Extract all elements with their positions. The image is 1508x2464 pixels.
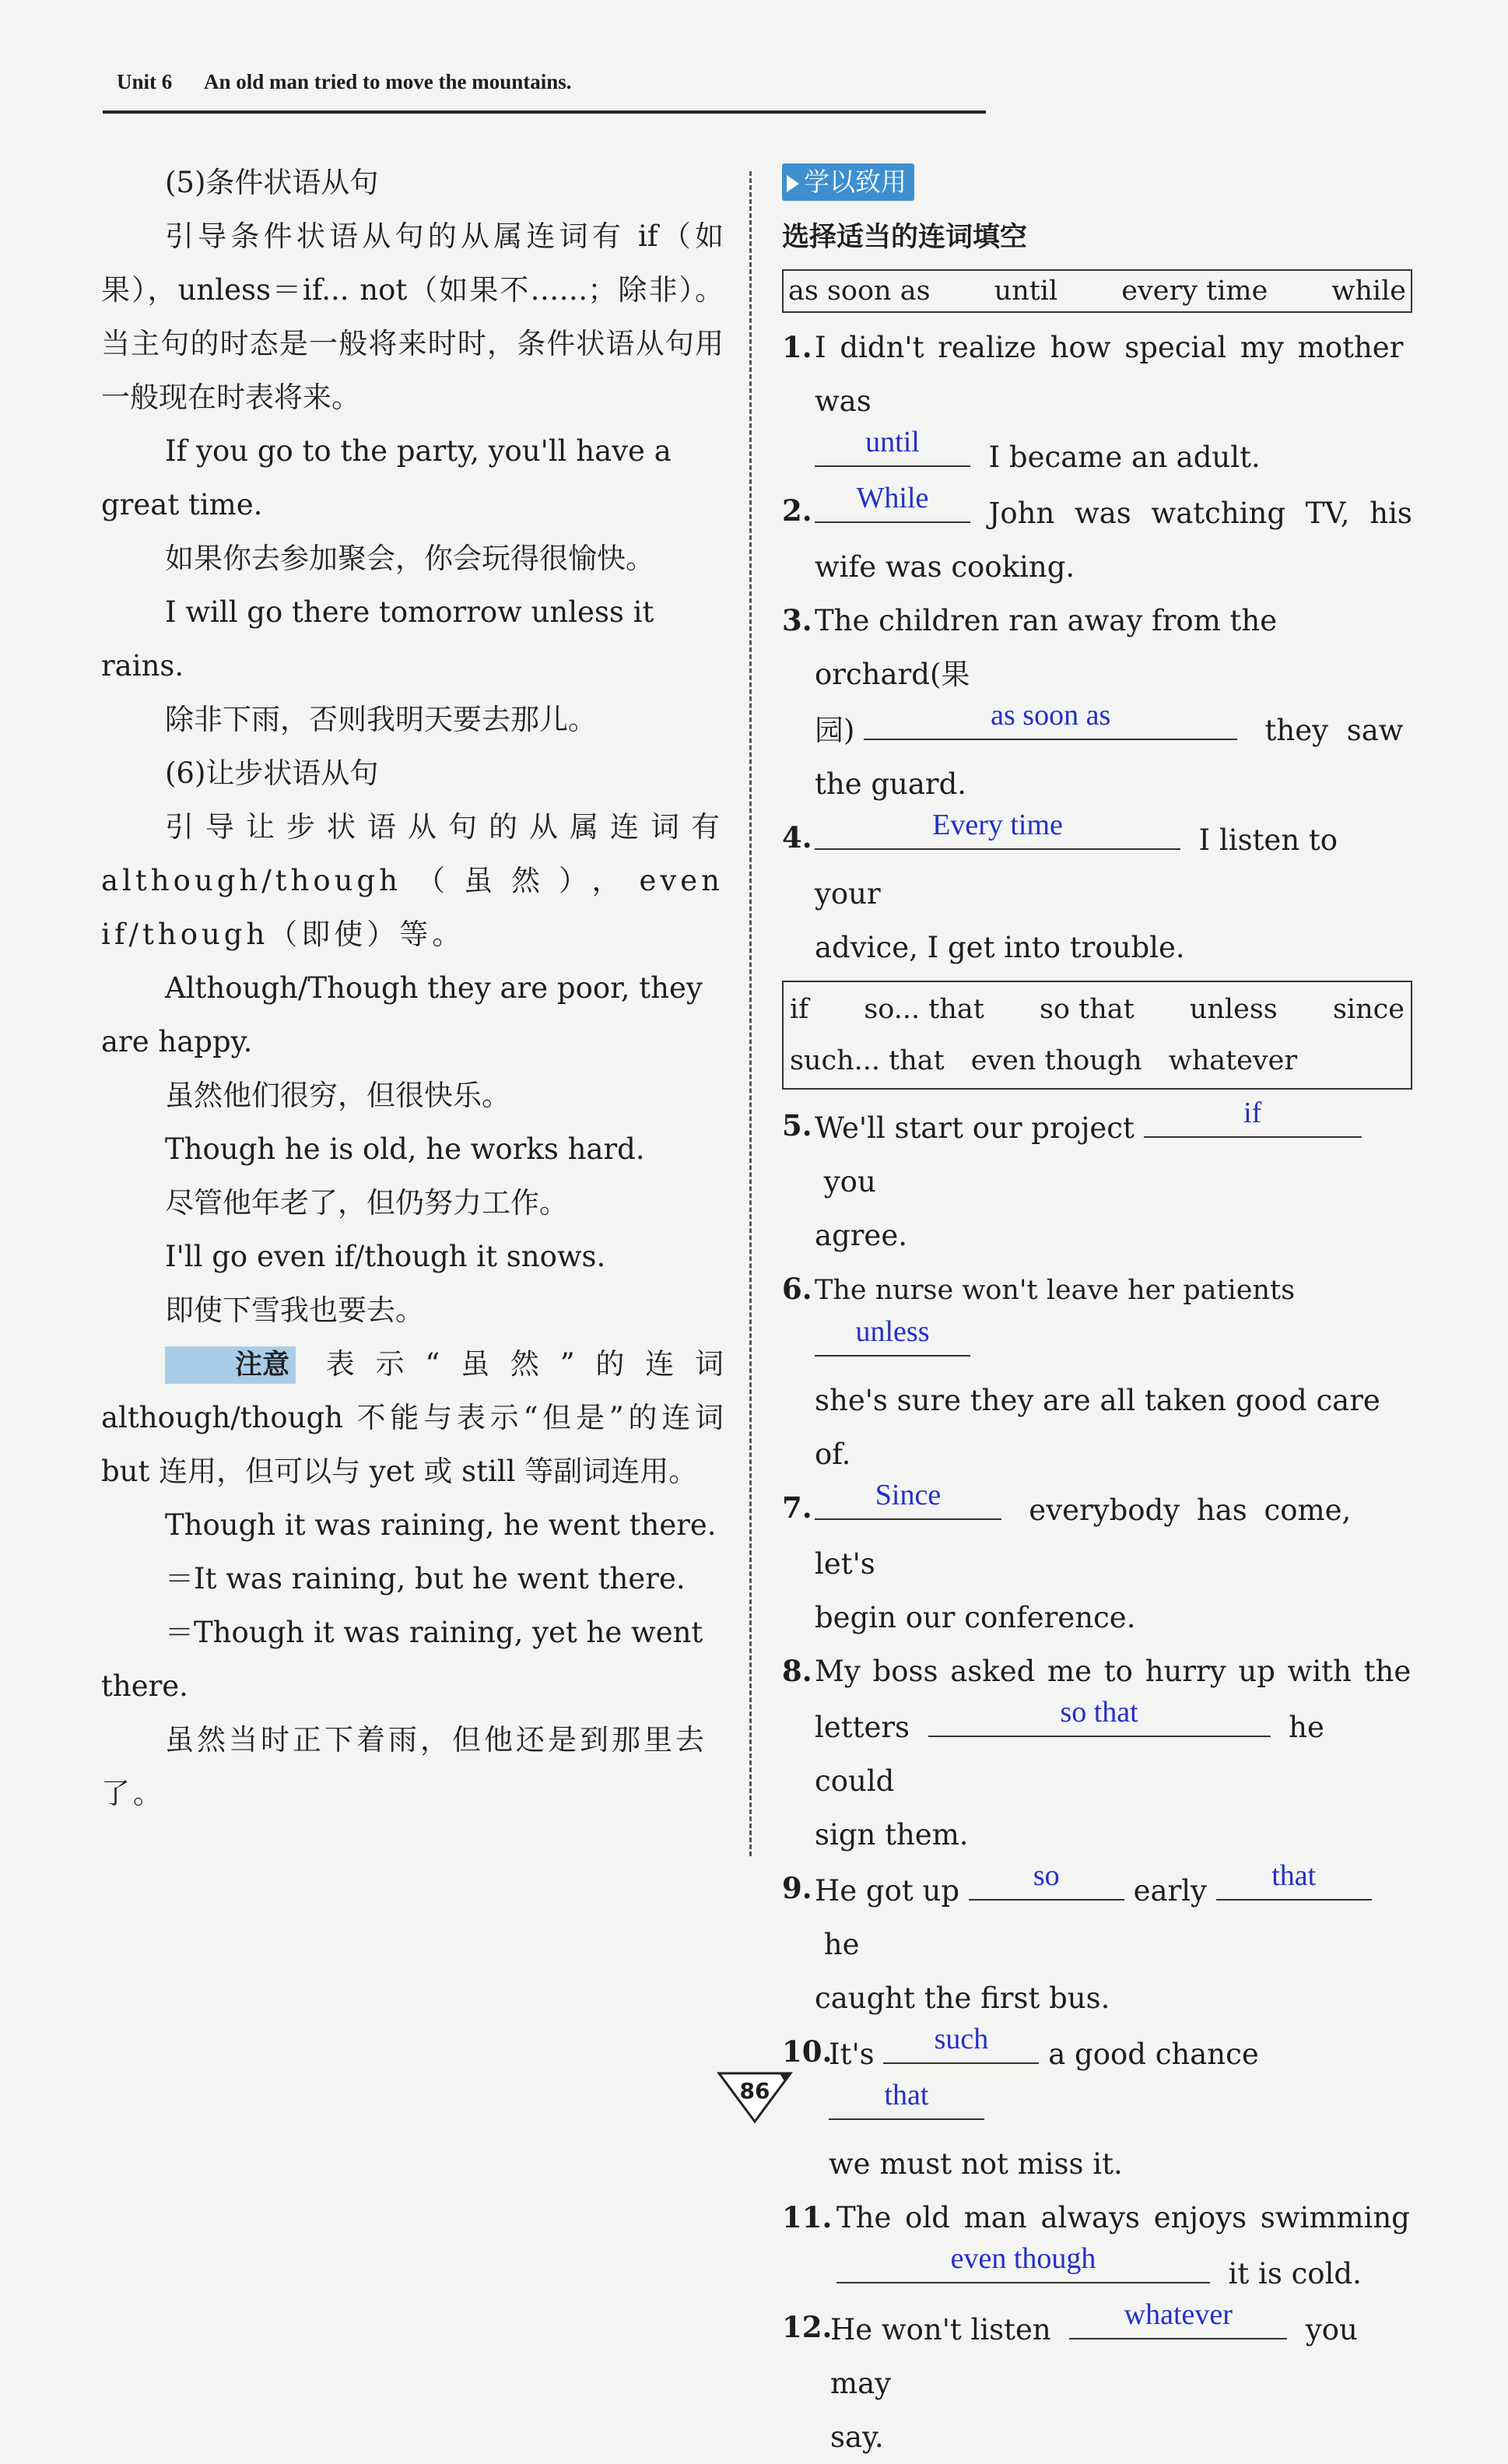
word-bank-item: if bbox=[790, 994, 809, 1025]
question-text: I listen to your bbox=[815, 823, 1338, 911]
conditional-rule: 引导条件状语从句的从属连词有 if（如果），unless＝if... not（如果不……；除非）。当主句的时态是一般将来时时，条件状语从句用一般现在时表将来。 bbox=[101, 219, 724, 414]
play-icon bbox=[787, 175, 799, 192]
note-label: 注意 bbox=[165, 1346, 296, 1384]
answer-text: so that bbox=[1060, 1696, 1138, 1729]
question-text: it is cold. bbox=[1228, 2257, 1362, 2290]
example-translation: 虽然他们很穷，但很快乐。 bbox=[165, 1079, 510, 1112]
word-bank-item: every time bbox=[1121, 276, 1268, 307]
answer-text: that bbox=[884, 2079, 929, 2111]
example-sentence: Though it was raining, he went there. bbox=[165, 1508, 717, 1542]
answer-text: until bbox=[865, 426, 920, 458]
answer-text: whatever bbox=[1124, 2298, 1233, 2331]
word-bank-item: even though bbox=[970, 1045, 1142, 1076]
question-number: 12. bbox=[782, 2310, 833, 2344]
exercise-column bbox=[782, 163, 1412, 2464]
question-number: 5. bbox=[782, 1108, 812, 1142]
question-number: 1. bbox=[782, 330, 812, 364]
example-sentence: Though he is old, he works hard. bbox=[165, 1132, 645, 1166]
answer-text: While bbox=[856, 482, 929, 514]
example-sentence: I will go there tomorrow unless it rains. bbox=[101, 595, 654, 683]
question-text: I didn't realize how special my mother was bbox=[815, 331, 1404, 418]
answer-blank[interactable] bbox=[928, 1698, 1271, 1737]
question-6 bbox=[782, 1262, 1412, 1481]
word-bank-item: since bbox=[1332, 994, 1405, 1025]
example-sentence: Although/Though they are poor, they are happy. bbox=[101, 971, 703, 1058]
question-text: a good chance bbox=[1048, 2038, 1259, 2071]
question-7 bbox=[782, 1481, 1412, 1644]
question-text: we must not miss it. bbox=[829, 2147, 1123, 2181]
answer-text: as soon as bbox=[991, 699, 1111, 732]
question-text: He got up bbox=[815, 1874, 960, 1908]
question-text: wife was cooking. bbox=[815, 550, 1075, 584]
word-bank-1 bbox=[782, 269, 1412, 313]
answer-blank[interactable] bbox=[864, 701, 1237, 740]
example-sentence: I'll go even if/though it snows. bbox=[165, 1240, 606, 1273]
example-sentence: ＝It was raining, but he went there. bbox=[165, 1562, 686, 1595]
question-1 bbox=[782, 321, 1412, 484]
question-text: agree. bbox=[815, 1219, 907, 1252]
answer-blank[interactable] bbox=[1069, 2298, 1287, 2339]
question-number: 10. bbox=[782, 2034, 833, 2069]
question-number: 8. bbox=[782, 1654, 812, 1688]
question-number: 11. bbox=[782, 2200, 833, 2234]
question-text: The children ran away from the orchard(果 bbox=[815, 604, 1278, 691]
question-text: It's bbox=[829, 2038, 875, 2071]
answer-blank[interactable] bbox=[815, 1481, 1001, 1520]
question-11 bbox=[782, 2191, 1412, 2301]
answer-text: unless bbox=[855, 1315, 930, 1348]
question-2 bbox=[782, 484, 1412, 594]
example-translation: 尽管他年老了，但仍努力工作。 bbox=[165, 1186, 568, 1220]
note-text: 表示“虽然”的连词 although/though 不能与表示“但是”的连词 but 连用，但可以与 yet 或 still 等副词连用。 bbox=[101, 1347, 724, 1488]
question-text: say. bbox=[830, 2420, 884, 2454]
question-text: letters bbox=[815, 1711, 910, 1744]
word-bank-item: until bbox=[994, 276, 1058, 307]
example-sentence: If you go to the party, you'll have a great time. bbox=[101, 434, 672, 521]
word-bank-item: whatever bbox=[1168, 1045, 1298, 1076]
answer-blank[interactable] bbox=[836, 2242, 1210, 2283]
question-text: early bbox=[1133, 1874, 1207, 1908]
example-translation: 即使下雪我也要去。 bbox=[165, 1293, 424, 1327]
conditional-heading: (5)条件状语从句 bbox=[165, 166, 379, 199]
word-bank-2 bbox=[782, 981, 1412, 1090]
example-sentence: ＝Though it was raining, yet he went there. bbox=[101, 1616, 703, 1703]
question-text: begin our conference. bbox=[815, 1601, 1136, 1634]
question-number: 4. bbox=[782, 820, 812, 855]
concession-rule: 引导让步状语从句的从属连词有 although/though（虽然），even if/though（即使）等。 bbox=[101, 810, 724, 951]
question-4 bbox=[782, 811, 1412, 974]
answer-blank[interactable] bbox=[829, 2081, 984, 2120]
question-text: they saw bbox=[1264, 714, 1404, 747]
example-translation: 如果你去参加聚会，你会玩得很愉快。 bbox=[165, 542, 654, 575]
exercise-instruction: 选择适当的连词填空 bbox=[782, 222, 1028, 253]
question-text: sign them. bbox=[815, 1818, 969, 1852]
question-text: advice, I get into trouble. bbox=[815, 931, 1185, 964]
question-8 bbox=[782, 1644, 1412, 1862]
question-text: everybody has come, let's bbox=[815, 1493, 1352, 1581]
answer-text: that bbox=[1271, 1859, 1317, 1892]
question-text: I became an adult. bbox=[988, 441, 1261, 474]
question-9 bbox=[782, 1859, 1412, 2025]
question-text: The nurse won't leave her patients bbox=[815, 1275, 1296, 1306]
question-number: 9. bbox=[782, 1871, 812, 1905]
question-text: He won't listen bbox=[830, 2313, 1051, 2346]
question-text: you may bbox=[830, 2313, 1358, 2400]
question-12 bbox=[782, 2298, 1412, 2464]
question-text: 园) bbox=[815, 714, 855, 747]
question-text: she's sure they are all taken good care of. bbox=[815, 1384, 1380, 1471]
question-3 bbox=[782, 594, 1412, 811]
answer-text: Every time bbox=[932, 809, 1063, 841]
column-divider bbox=[749, 171, 752, 1856]
question-text: you bbox=[823, 1165, 876, 1199]
answer-blank[interactable] bbox=[1144, 1099, 1362, 1138]
example-translation: 除非下雨，否则我明天要去那儿。 bbox=[165, 703, 597, 736]
word-bank-item: as soon as bbox=[788, 276, 931, 307]
page-header bbox=[103, 67, 986, 114]
question-5 bbox=[782, 1099, 1412, 1262]
question-text: he could bbox=[815, 1711, 1324, 1798]
question-number: 3. bbox=[782, 603, 812, 637]
page-number-text: 86 bbox=[739, 2078, 770, 2104]
example-translation: 虽然当时正下着雨，但他还是到那里去了。 bbox=[101, 1723, 707, 1810]
answer-text: if bbox=[1243, 1097, 1262, 1129]
page-number bbox=[716, 2070, 794, 2125]
question-text: My boss asked me to hurry up with the bbox=[815, 1655, 1412, 1688]
answer-blank[interactable] bbox=[815, 484, 970, 523]
word-bank-item: unless bbox=[1189, 994, 1278, 1025]
question-text: caught the first bus. bbox=[815, 1981, 1110, 2015]
answer-blank[interactable] bbox=[815, 1315, 970, 1357]
section-badge-label: 学以致用 bbox=[804, 167, 907, 197]
answer-blank[interactable] bbox=[815, 811, 1180, 850]
note-paragraph bbox=[101, 1337, 724, 1498]
question-text: the guard. bbox=[815, 767, 967, 801]
answer-text: even though bbox=[950, 2242, 1096, 2275]
answer-blank[interactable] bbox=[1216, 1859, 1372, 1901]
question-number: 6. bbox=[782, 1272, 812, 1306]
section-badge bbox=[782, 163, 914, 201]
word-bank-item: such... that bbox=[790, 1045, 945, 1076]
answer-text: Since bbox=[875, 1479, 942, 1511]
question-text: John was watching TV, his bbox=[988, 497, 1412, 530]
answer-text: such bbox=[934, 2023, 989, 2055]
unit-title: An old man tried to move the mountains. bbox=[204, 70, 572, 93]
answer-blank[interactable] bbox=[969, 1859, 1124, 1901]
question-number: 2. bbox=[782, 493, 812, 528]
answer-blank[interactable] bbox=[883, 2025, 1039, 2064]
answer-blank[interactable] bbox=[815, 428, 970, 467]
grammar-explanation-column bbox=[101, 156, 724, 1820]
question-10 bbox=[782, 2025, 1412, 2191]
question-text: he bbox=[823, 1928, 860, 1961]
question-number: 7. bbox=[782, 1490, 812, 1525]
word-bank-item: while bbox=[1331, 276, 1406, 307]
question-text: The old man always enjoys swimming bbox=[836, 2201, 1410, 2234]
answer-text: so bbox=[1033, 1859, 1060, 1892]
concession-heading: (6)让步状语从句 bbox=[165, 756, 379, 790]
word-bank-item: so that bbox=[1039, 994, 1135, 1025]
word-bank-item: so... that bbox=[864, 994, 984, 1025]
question-text: We'll start our project bbox=[815, 1111, 1135, 1145]
unit-label: Unit 6 bbox=[117, 70, 173, 93]
